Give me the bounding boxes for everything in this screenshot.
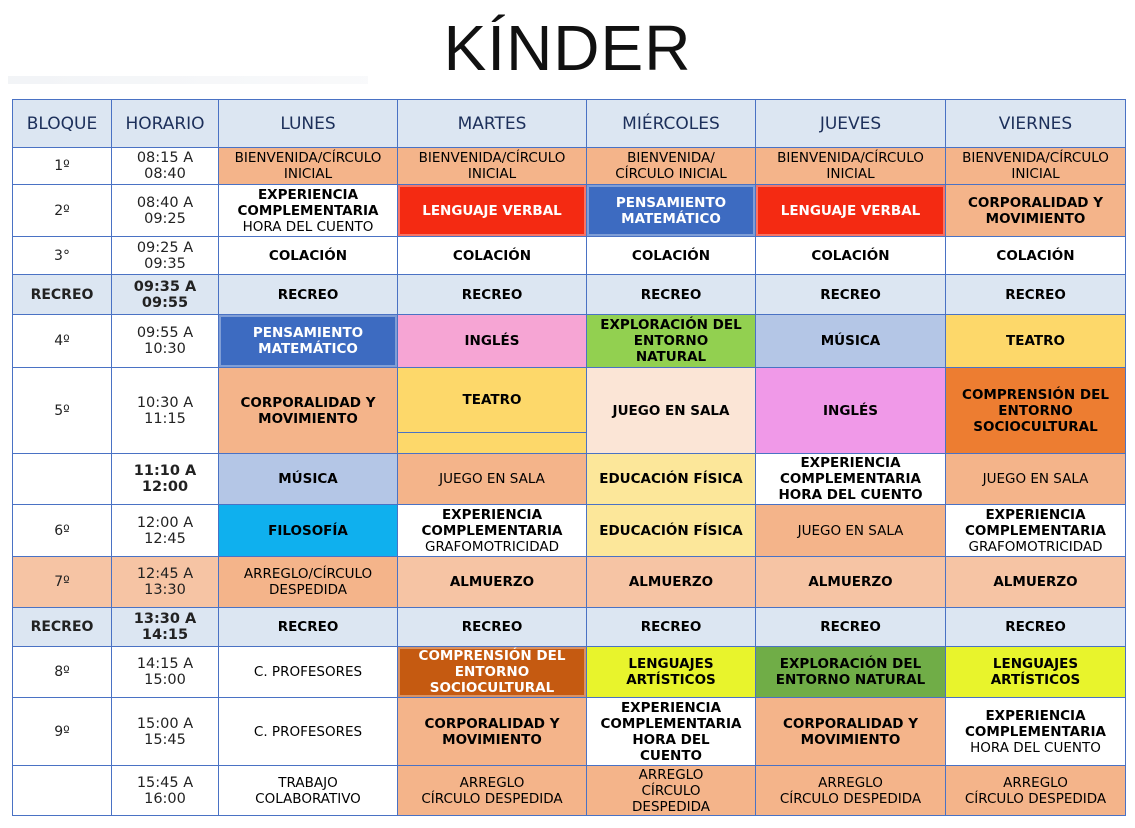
activity-cell-jueves	[756, 557, 946, 608]
activity-label: TEATRO	[462, 392, 522, 408]
activity-line: DESPEDIDA	[269, 582, 347, 598]
horario-cell	[112, 647, 219, 698]
horario-line: 15:00 A	[136, 715, 194, 732]
horario-line: 14:15 A	[136, 656, 194, 672]
bloque-label: 2º	[54, 202, 70, 219]
activity-line: CORPORALIDAD Y	[424, 715, 560, 732]
activity-cell-martes	[398, 237, 587, 275]
activity-line: COLACIÓN	[811, 247, 890, 264]
horario-line: 15:00	[144, 672, 186, 688]
activity-line: COLABORATIVO	[255, 790, 361, 807]
activity-cell-jueves	[756, 766, 946, 816]
activity-line: EDUCACIÓN FÍSICA	[599, 471, 743, 487]
activity-line: ARREGLO	[1003, 774, 1068, 791]
bloque-cell	[13, 647, 112, 698]
activity-cell-lunes	[219, 237, 398, 275]
activity-line: BIENVENIDA/CÍRCULO	[234, 150, 382, 166]
horario-line: 09:55	[141, 294, 189, 311]
horario-line: 09:35 A	[133, 278, 197, 295]
activity-line: ARREGLO/CÍRCULO	[243, 566, 373, 582]
activity-line: C. PROFESORES	[253, 664, 363, 680]
activity-line: LENGUAJES	[992, 656, 1079, 672]
activity-cell-jueves	[756, 647, 946, 698]
activity-cell-lunes	[219, 608, 398, 647]
horario-cell	[112, 275, 219, 315]
activity-line: RECREO	[461, 619, 523, 635]
header-viernes: VIERNES	[946, 100, 1126, 148]
activity-line: LENGUAJES	[628, 656, 714, 672]
activity-line: ARREGLO	[638, 766, 704, 783]
activity-line: ARREGLO	[459, 774, 525, 791]
activity-line: BIENVENIDA/CÍRCULO	[418, 150, 566, 166]
bloque-label: 4º	[54, 333, 70, 349]
activity-cell-martes	[398, 185, 587, 237]
activity-line: RECREO	[277, 286, 339, 303]
activity-line: HORA DEL CUENTO	[778, 487, 923, 503]
activity-line: JUEGO EN SALA	[439, 471, 545, 487]
horario-line: 13:30	[144, 582, 186, 598]
activity-cell-miercoles	[587, 148, 756, 185]
horario-cell	[112, 698, 219, 766]
activity-cell-jueves	[756, 275, 946, 315]
activity-line: INICIAL	[826, 166, 875, 182]
activity-line: ENTORNO	[998, 402, 1073, 419]
activity-line: EXPERIENCIA	[620, 699, 722, 716]
bloque-cell	[13, 315, 112, 368]
horario-line: 08:15 A	[136, 150, 194, 166]
bloque-cell	[13, 275, 112, 315]
activity-line: COMPLEMENTARIA	[965, 522, 1106, 539]
activity-line: TEATRO	[1006, 333, 1065, 349]
activity-subcell	[398, 368, 586, 432]
activity-line: COMPRENSIÓN DEL	[418, 648, 566, 664]
activity-cell-miercoles	[587, 766, 756, 816]
horario-cell	[112, 185, 219, 237]
bloque-label: 8º	[54, 664, 70, 680]
activity-cell-martes	[398, 647, 587, 698]
activity-cell-viernes	[946, 454, 1126, 505]
schedule-row	[13, 237, 1126, 275]
horario-cell	[112, 148, 219, 185]
activity-line: MÚSICA	[278, 471, 338, 487]
activity-line: EXPLORACIÓN DEL	[779, 656, 922, 672]
activity-cell-martes	[398, 557, 587, 608]
activity-cell-lunes	[219, 557, 398, 608]
activity-cell-martes	[398, 608, 587, 647]
activity-line: CÍRCULO	[641, 782, 701, 799]
schedule-row	[13, 454, 1126, 505]
horario-cell	[112, 315, 219, 368]
bloque-label: RECREO	[30, 619, 94, 635]
activity-cell-jueves	[756, 237, 946, 275]
activity-line: COLACIÓN	[631, 247, 711, 264]
activity-cell-lunes	[219, 368, 398, 454]
activity-line: CORPORALIDAD Y	[240, 394, 376, 411]
activity-cell-miercoles	[587, 454, 756, 505]
activity-line: FILOSOFÍA	[268, 522, 348, 539]
bloque-label: 6º	[54, 522, 70, 539]
activity-cell-lunes	[219, 185, 398, 237]
activity-cell-miercoles	[587, 698, 756, 766]
activity-cell-viernes	[946, 505, 1126, 557]
activity-cell-lunes	[219, 505, 398, 557]
bloque-cell	[13, 148, 112, 185]
activity-line: RECREO	[277, 619, 339, 635]
activity-line: ENTORNO	[633, 333, 709, 349]
horario-line: 09:35	[144, 255, 186, 272]
schedule-row	[13, 148, 1126, 185]
activity-line: EDUCACIÓN FÍSICA	[599, 522, 743, 539]
activity-line: COLACIÓN	[268, 247, 348, 264]
activity-line: PENSAMIENTO	[252, 325, 364, 341]
activity-line: RECREO	[461, 286, 523, 303]
bloque-cell	[13, 608, 112, 647]
activity-line: MOVIMIENTO	[800, 731, 901, 748]
activity-cell-lunes	[219, 148, 398, 185]
activity-line: CÍRCULO DESPEDIDA	[421, 790, 563, 807]
horario-line: 15:45 A	[136, 774, 194, 791]
activity-cell-miercoles	[587, 647, 756, 698]
activity-line: ARREGLO	[818, 774, 883, 791]
activity-cell-martes	[398, 315, 587, 368]
bloque-cell	[13, 185, 112, 237]
activity-line: CÍRCULO INICIAL	[615, 166, 727, 182]
activity-line: NATURAL	[635, 349, 707, 365]
horario-line: 12:45	[144, 530, 186, 547]
activity-cell-jueves	[756, 698, 946, 766]
schedule-row	[13, 766, 1126, 816]
activity-cell-jueves	[756, 505, 946, 557]
activity-cell-viernes	[946, 275, 1126, 315]
horario-line: 09:25	[144, 210, 186, 227]
activity-line: COLACIÓN	[452, 247, 532, 264]
activity-line: HORA DEL CUENTO	[242, 218, 374, 235]
activity-line: RECREO	[640, 286, 702, 303]
header-horario: HORARIO	[112, 100, 219, 148]
schedule-row	[13, 608, 1126, 647]
bloque-label: 5º	[54, 402, 70, 419]
activity-cell-viernes	[946, 647, 1126, 698]
activity-line: MATEMÁTICO	[621, 210, 721, 227]
activity-line: TRABAJO	[278, 774, 338, 791]
activity-cell-miercoles	[587, 237, 756, 275]
activity-cell-lunes	[219, 315, 398, 368]
activity-cell-jueves	[756, 608, 946, 647]
activity-line: COMPLEMENTARIA	[421, 522, 563, 539]
activity-line: CÍRCULO DESPEDIDA	[779, 790, 922, 807]
activity-line: SOCIOCULTURAL	[973, 418, 1098, 435]
schedule-row	[13, 505, 1126, 557]
activity-cell-martes	[398, 275, 587, 315]
activity-line: SOCIOCULTURAL	[429, 680, 555, 696]
horario-line: 10:30	[144, 341, 186, 357]
activity-line: INICIAL	[1011, 166, 1060, 182]
activity-cell-miercoles	[587, 315, 756, 368]
horario-line: 08:40	[144, 166, 186, 182]
bloque-cell	[13, 698, 112, 766]
activity-line: EXPERIENCIA	[800, 455, 901, 471]
activity-line: MÚSICA	[820, 333, 881, 349]
horario-cell	[112, 454, 219, 505]
activity-line: EXPERIENCIA	[985, 506, 1086, 523]
activity-cell-viernes	[946, 766, 1126, 816]
activity-cell-martes	[398, 454, 587, 505]
activity-line: ALMUERZO	[993, 574, 1078, 590]
activity-cell-martes	[398, 148, 587, 185]
activity-cell-martes	[398, 368, 587, 454]
activity-line: DESPEDIDA	[632, 798, 710, 815]
activity-line: JUEGO EN SALA	[982, 471, 1089, 487]
activity-cell-miercoles	[587, 557, 756, 608]
activity-cell-viernes	[946, 148, 1126, 185]
horario-line: 09:55 A	[136, 325, 194, 341]
activity-cell-viernes	[946, 608, 1126, 647]
activity-cell-viernes	[946, 368, 1126, 454]
activity-line: INGLÉS	[464, 333, 520, 349]
activity-line: MATEMÁTICO	[258, 341, 358, 357]
activity-line: C. PROFESORES	[253, 723, 363, 740]
header-row	[13, 100, 1126, 148]
activity-cell-viernes	[946, 698, 1126, 766]
schedule-row	[13, 185, 1126, 237]
header-miercoles: MIÉRCOLES	[587, 100, 756, 148]
faint-subtitle-smudge	[8, 76, 368, 84]
bloque-cell	[13, 237, 112, 275]
activity-cell-lunes	[219, 454, 398, 505]
horario-cell	[112, 237, 219, 275]
activity-line: EXPLORACIÓN DEL	[600, 317, 742, 333]
schedule-row	[13, 698, 1126, 766]
header-martes: MARTES	[398, 100, 587, 148]
activity-line: ARTÍSTICOS	[626, 672, 716, 688]
schedule-row	[13, 368, 1126, 454]
bloque-cell	[13, 766, 112, 816]
activity-cell-jueves	[756, 368, 946, 454]
activity-line: RECREO	[1005, 619, 1066, 635]
activity-line: ARTÍSTICOS	[990, 672, 1081, 688]
activity-line: RECREO	[1005, 286, 1066, 303]
activity-line: BIENVENIDA/CÍRCULO	[777, 150, 924, 166]
activity-cell-martes	[398, 766, 587, 816]
activity-line: COMPRENSIÓN DEL	[962, 386, 1109, 403]
header-lunes: LUNES	[219, 100, 398, 148]
activity-cell-lunes	[219, 647, 398, 698]
activity-line: GRAFOMOTRICIDAD	[968, 538, 1103, 555]
activity-cell-lunes	[219, 766, 398, 816]
bloque-cell	[13, 557, 112, 608]
horario-cell	[112, 368, 219, 454]
activity-cell-jueves	[756, 148, 946, 185]
bloque-label: 3°	[54, 247, 70, 264]
activity-line: RECREO	[820, 286, 881, 303]
activity-line: PENSAMIENTO	[615, 194, 727, 211]
activity-line: INICIAL	[467, 166, 517, 182]
activity-line: INICIAL	[283, 166, 333, 182]
bloque-label: RECREO	[30, 286, 94, 303]
activity-line: JUEGO EN SALA	[612, 402, 730, 419]
schedule-row	[13, 275, 1126, 315]
bloque-label: 1º	[54, 158, 70, 174]
activity-cell-viernes	[946, 557, 1126, 608]
activity-line: COMPLEMENTARIA	[600, 715, 742, 732]
activity-line: COLACIÓN	[996, 247, 1075, 264]
header-bloque: BLOQUE	[13, 100, 112, 148]
activity-line: EXPERIENCIA	[441, 506, 543, 523]
schedule-table	[12, 99, 1126, 816]
horario-line: 10:30 A	[136, 394, 194, 411]
activity-line: GRAFOMOTRICIDAD	[425, 538, 559, 555]
horario-line: 08:40 A	[136, 194, 194, 211]
activity-line: BIENVENIDA/CÍRCULO	[962, 150, 1109, 166]
activity-line: RECREO	[640, 619, 702, 635]
activity-line: HORA DEL CUENTO	[970, 739, 1101, 756]
activity-line: JUEGO EN SALA	[797, 522, 904, 539]
activity-line: CÍRCULO DESPEDIDA	[964, 790, 1107, 807]
activity-cell-viernes	[946, 315, 1126, 368]
activity-cell-miercoles	[587, 505, 756, 557]
activity-line: ENTORNO NATURAL	[775, 672, 926, 688]
activity-line: ALMUERZO	[449, 574, 535, 590]
schedule-row	[13, 647, 1126, 698]
activity-line: COMPLEMENTARIA	[965, 723, 1106, 740]
horario-cell	[112, 505, 219, 557]
activity-subcell-empty	[398, 432, 586, 453]
activity-line: ALMUERZO	[628, 574, 714, 590]
horario-line: 13:30 A	[133, 611, 197, 627]
horario-line: 14:15	[141, 627, 189, 643]
activity-line: COMPLEMENTARIA	[237, 202, 379, 219]
activity-cell-miercoles	[587, 185, 756, 237]
horario-cell	[112, 557, 219, 608]
activity-line: INGLÉS	[823, 402, 878, 419]
activity-cell-jueves	[756, 315, 946, 368]
page-title: KÍNDER	[443, 12, 692, 84]
horario-line: 09:25 A	[136, 239, 194, 256]
activity-line: EXPERIENCIA	[985, 707, 1086, 724]
activity-line: CUENTO	[639, 747, 703, 764]
horario-cell	[112, 608, 219, 647]
activity-cell-miercoles	[587, 608, 756, 647]
activity-line: ENTORNO	[454, 664, 530, 680]
horario-line: 12:00	[141, 479, 189, 495]
horario-line: 11:15	[144, 410, 186, 427]
activity-cell-miercoles	[587, 275, 756, 315]
activity-line: CORPORALIDAD Y	[783, 715, 918, 732]
bloque-cell	[13, 368, 112, 454]
activity-line: LENGUAJE VERBAL	[422, 202, 562, 219]
horario-line: 12:00 A	[136, 514, 194, 531]
horario-cell	[112, 766, 219, 816]
schedule-row	[13, 315, 1126, 368]
horario-line: 11:10 A	[133, 463, 197, 479]
activity-cell-jueves	[756, 454, 946, 505]
activity-cell-viernes	[946, 185, 1126, 237]
activity-line: HORA DEL	[632, 731, 710, 748]
activity-cell-martes	[398, 505, 587, 557]
activity-line: MOVIMIENTO	[258, 410, 358, 427]
activity-cell-miercoles	[587, 368, 756, 454]
activity-cell-viernes	[946, 237, 1126, 275]
activity-line: MOVIMIENTO	[985, 210, 1086, 227]
activity-cell-lunes	[219, 698, 398, 766]
activity-cell-lunes	[219, 275, 398, 315]
activity-line: EXPERIENCIA	[257, 186, 359, 203]
activity-line: RECREO	[820, 619, 881, 635]
bloque-label: 9º	[54, 723, 70, 740]
bloque-label: 7º	[54, 574, 70, 590]
horario-line: 15:45	[144, 731, 186, 748]
activity-line: BIENVENIDA/	[627, 150, 715, 166]
bloque-cell	[13, 454, 112, 505]
activity-line: ALMUERZO	[808, 574, 893, 590]
activity-cell-jueves	[756, 185, 946, 237]
activity-line: LENGUAJE VERBAL	[780, 202, 921, 219]
activity-line: CORPORALIDAD Y	[968, 194, 1103, 211]
horario-line: 16:00	[144, 790, 186, 807]
bloque-cell	[13, 505, 112, 557]
activity-line: COMPLEMENTARIA	[780, 471, 921, 487]
schedule-row	[13, 557, 1126, 608]
activity-line: MOVIMIENTO	[442, 731, 542, 748]
header-jueves: JUEVES	[756, 100, 946, 148]
activity-cell-martes	[398, 698, 587, 766]
horario-line: 12:45 A	[136, 566, 194, 582]
